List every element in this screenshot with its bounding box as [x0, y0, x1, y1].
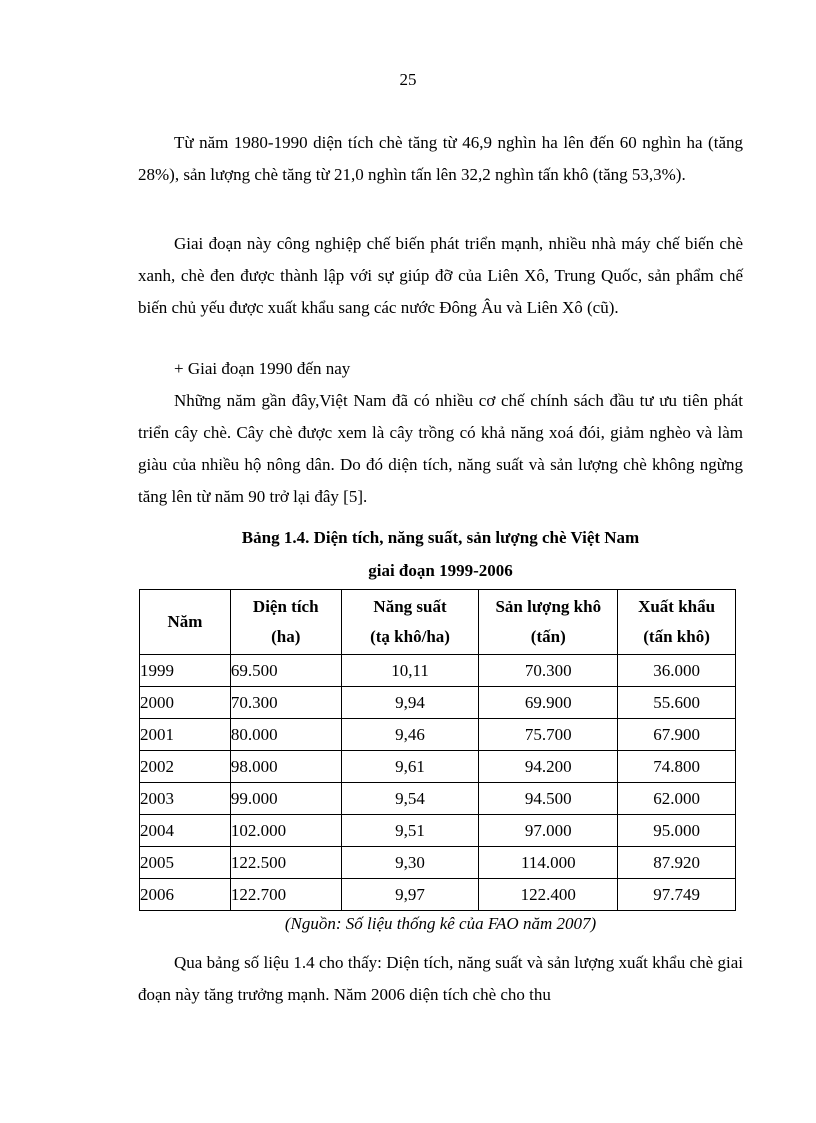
- cell-year: 2002: [140, 751, 231, 783]
- cell-output: 94.500: [479, 783, 618, 815]
- cell-yield: 9,46: [341, 719, 479, 751]
- cell-area: 80.000: [230, 719, 341, 751]
- header-yield: Năng suất (tạ khô/ha): [341, 590, 479, 655]
- table-row: [140, 719, 736, 751]
- paragraph-recent-years: Những năm gần đây,Việt Nam đã có nhiều cơ chế chính sách đầu tư ưu tiên phát triển cây chè. Cây chè được xem là cây trồng có khả năng xoá đói, giảm nghèo và làm giàu của nhiều hộ nông dân. Do đó diện tích, năng suất và sản lượng chè không ngừng tăng lên từ năm 90 trở lại đây [5].: [138, 391, 743, 506]
- cell-output: 75.700: [479, 719, 618, 751]
- cell-export: 67.900: [618, 719, 736, 751]
- cell-output: 70.300: [479, 655, 618, 687]
- cell-output: 94.200: [479, 751, 618, 783]
- cell-year: 2006: [140, 879, 231, 911]
- table-row: [140, 783, 736, 815]
- header-export: Xuất khẩu (tấn khô): [618, 590, 736, 655]
- table-header-row: [140, 590, 736, 655]
- cell-area: 70.300: [230, 687, 341, 719]
- cell-export: 97.749: [618, 879, 736, 911]
- cell-year: 1999: [140, 655, 231, 687]
- cell-output: 97.000: [479, 815, 618, 847]
- cell-export: 36.000: [618, 655, 736, 687]
- cell-yield: 9,97: [341, 879, 479, 911]
- cell-output: 69.900: [479, 687, 618, 719]
- cell-yield: 10,11: [341, 655, 479, 687]
- cell-year: 2004: [140, 815, 231, 847]
- table-row: [140, 847, 736, 879]
- cell-area: 98.000: [230, 751, 341, 783]
- cell-output: 122.400: [479, 879, 618, 911]
- table-row: [140, 655, 736, 687]
- header-output: Sản lượng khô (tấn): [479, 590, 618, 655]
- cell-area: 122.700: [230, 879, 341, 911]
- cell-area: 102.000: [230, 815, 341, 847]
- table-row: [140, 815, 736, 847]
- table-row: [140, 879, 736, 911]
- cell-area: 99.000: [230, 783, 341, 815]
- cell-year: 2001: [140, 719, 231, 751]
- paragraph-processing-industry: Giai đoạn này công nghiệp chế biến phát triển mạnh, nhiều nhà máy chế biến chè xanh, chè đen được thành lập với sự giúp đỡ của Liên Xô, Trung Quốc, sản phẩm chế biến chủ yếu được xuất khẩu sang các nước Đông Âu và Liên Xô (cũ).: [138, 234, 743, 317]
- cell-year: 2000: [140, 687, 231, 719]
- table-row: [140, 751, 736, 783]
- cell-yield: 9,61: [341, 751, 479, 783]
- cell-yield: 9,94: [341, 687, 479, 719]
- paragraph-1980-1990: Từ năm 1980-1990 diện tích chè tăng từ 46,9 nghìn ha lên đến 60 nghìn ha (tăng 28%), sản lượng chè tăng từ 21,0 nghìn tấn lên 32,2 nghìn tấn khô (tăng 53,3%).: [138, 133, 743, 184]
- cell-year: 2005: [140, 847, 231, 879]
- header-area: Diện tích (ha): [230, 590, 341, 655]
- table-caption-period: giai đoạn 1999-2006: [368, 561, 513, 580]
- cell-output: 114.000: [479, 847, 618, 879]
- cell-export: 95.000: [618, 815, 736, 847]
- cell-area: 122.500: [230, 847, 341, 879]
- table-row: [140, 687, 736, 719]
- cell-year: 2003: [140, 783, 231, 815]
- table-caption-title: Bảng 1.4. Diện tích, năng suất, sản lượng chè Việt Nam: [241, 528, 640, 547]
- cell-area: 69.500: [230, 655, 341, 687]
- table-source-note: (Nguồn: Số liệu thống kê của FAO năm 2007): [284, 914, 597, 933]
- tea-statistics-table: [139, 589, 736, 911]
- paragraph-table-analysis: Qua bảng số liệu 1.4 cho thấy: Diện tích, năng suất và sản lượng xuất khẩu chè giai đoạn này tăng trưởng mạnh. Năm 2006 diện tích chè cho thu: [138, 953, 743, 1004]
- cell-export: 55.600: [618, 687, 736, 719]
- cell-export: 74.800: [618, 751, 736, 783]
- cell-yield: 9,51: [341, 815, 479, 847]
- header-year: Năm: [140, 590, 231, 655]
- cell-export: 87.920: [618, 847, 736, 879]
- page-number: 25: [399, 70, 417, 89]
- cell-yield: 9,30: [341, 847, 479, 879]
- cell-export: 62.000: [618, 783, 736, 815]
- cell-yield: 9,54: [341, 783, 479, 815]
- paragraph-period-heading: + Giai đoạn 1990 đến nay: [174, 359, 351, 378]
